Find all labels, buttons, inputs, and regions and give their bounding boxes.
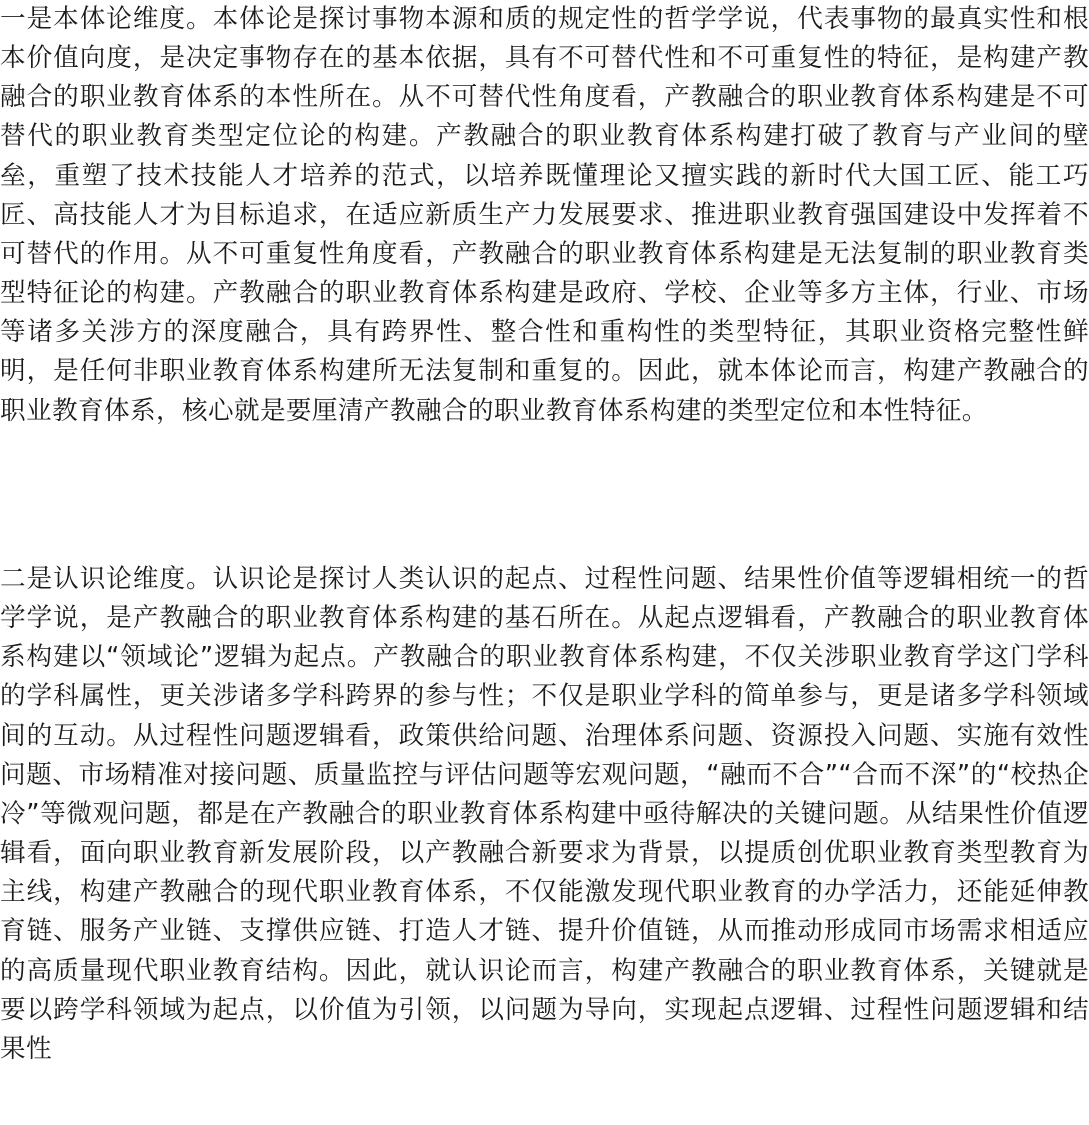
paragraph-epistemology: 二是认识论维度。认识论是探讨人类认识的起点、过程性问题、结果性价值等逻辑相统一的哲学学说，是产教融合的职业教育体系构建的基石所在。从起点逻辑看，产教融合的职业教育体系构建以“领域论”逻辑为起点。产教融合的职业教育体系构建，不仅关涉职业教育学这门学科的学科属性，更关涉诸多学科跨界的参与性；不仅是职业学科的简单参与，更是诸多学科领域间的互动。从过程性问题逻辑看，政策供给问题、治理体系问题、资源投入问题、实施有效性问题、市场精准对接问题、质量监控与评估问题等宏观问题，“融而不合”“合而不深”的“校热企冷”等微观问题，都是在产教融合的职业教育体系构建中亟待解决的关键问题。从结果性价值逻辑看，面向职业教育新发展阶段，以产教融合新要求为背景，以提质创优职业教育类型教育为主线，构建产教融合的现代职业教育体系，不仅能激发现代职业教育的办学活力，还能延伸教育链、服务产业链、支撑供应链、打造人才链、提升价值链，从而推动形成同市场需求相适应的高质量现代职业教育结构。因此，就认识论而言，构建产教融合的职业教育体系，关键就是要以跨学科领域为起点，以价值为引领，以问题为导向，实现起点逻辑、过程性问题逻辑和结果性	[0, 564, 1089, 1064]
paragraph-ontology: 一是本体论维度。本体论是探讨事物本源和质的规定性的哲学学说，代表事物的最真实性和根本价值向度，是决定事物存在的基本依据，具有不可替代性和不可重复性的特征，是构建产教融合的职业教育体系的本性所在。从不可替代性角度看，产教融合的职业教育体系构建是不可替代的职业教育类型定位论的构建。产教融合的职业教育体系构建打破了教育与产业间的壁垒，重塑了技术技能人才培养的范式，以培养既懂理论又擅实践的新时代大国工匠、能工巧匠、高技能人才为目标追求，在适应新质生产力发展要求、推进职业教育强国建设中发挥着不可替代的作用。从不可重复性角度看，产教融合的职业教育体系构建是无法复制的职业教育类型特征论的构建。产教融合的职业教育体系构建是政府、学校、企业等多方主体，行业、市场等诸多关涉方的深度融合，具有跨界性、整合性和重构性的类型特征，其职业资格完整性鲜明，是任何非职业教育体系构建所无法复制和重复的。因此，就本体论而言，构建产教融合的职业教育体系，核心就是要厘清产教融合的职业教育体系构建的类型定位和本性特征。	[0, 4, 1089, 426]
